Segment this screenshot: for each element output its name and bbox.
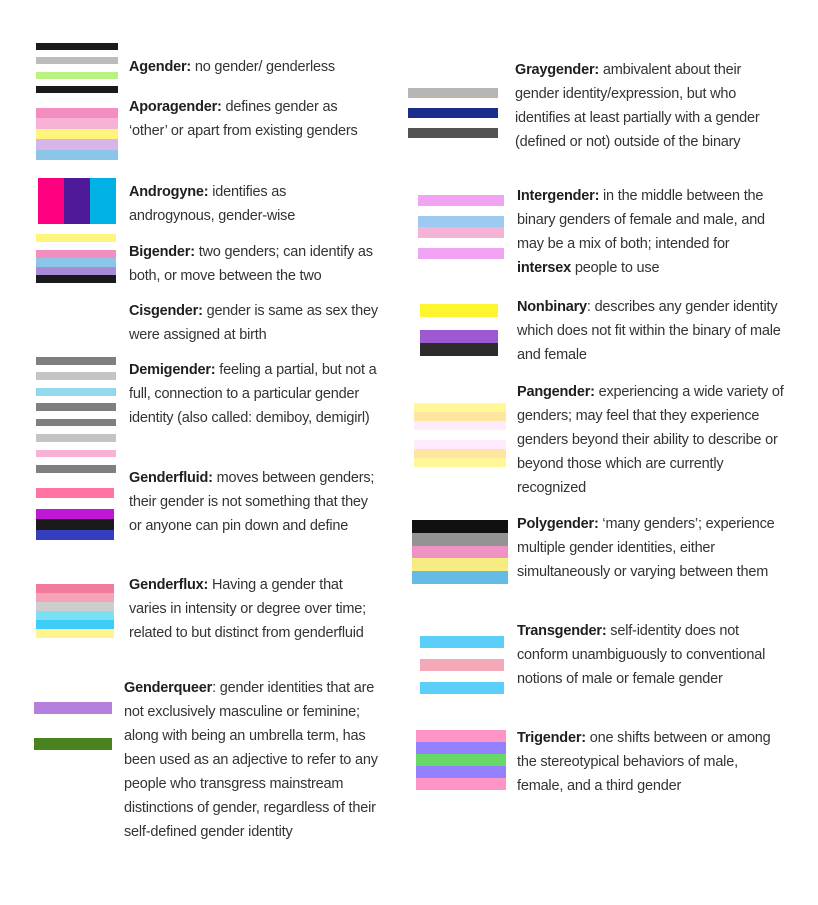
pangender-stripe-7 [414, 458, 506, 467]
demigender-stripe-9 [36, 419, 116, 427]
nonbinary-description [517, 295, 782, 367]
agender-definition: no gender/ genderless [191, 59, 335, 75]
androgyne-stripe-2 [64, 178, 90, 224]
cisgender-description [129, 299, 379, 347]
pangender-stripe-2 [414, 412, 506, 421]
aporagender-stripe-3 [36, 129, 118, 139]
transgender-stripe-2 [420, 648, 504, 660]
pangender-definition: experiencing a wide variety of genders; may feel that they experience genders beyond their ability to describe or beyond those which are currently recognized [517, 384, 784, 496]
demigender-stripe-2 [36, 365, 116, 373]
bigender-flag [36, 234, 116, 283]
bigender-stripe-2 [36, 242, 116, 250]
demigender-stripe-11 [36, 434, 116, 442]
agender-stripe-1 [36, 43, 118, 50]
agender-term: Agender: [129, 59, 192, 75]
demigender-stripe-10 [36, 426, 116, 434]
graygender-flag [408, 88, 498, 138]
graygender-stripe-2 [408, 98, 498, 108]
polygender-stripe-3 [412, 546, 508, 559]
demigender-stripe-3 [36, 372, 116, 380]
graygender-description [515, 58, 780, 154]
intergender-term: Intergender: [517, 188, 600, 204]
bigender-stripe-4 [36, 258, 116, 266]
polygender-stripe-2 [412, 533, 508, 546]
pangender-stripe-4 [414, 430, 506, 439]
transgender-definition: self-identity does not conform unambiguously to conventional notions of male or female gender [517, 623, 766, 687]
graygender-term: Graygender: [515, 62, 600, 78]
androgyne-description [129, 180, 359, 228]
trigender-stripe-1 [416, 730, 506, 742]
trigender-definition: one shifts between or among the stereotypical behaviors of male, female, and a third gender [517, 730, 771, 794]
transgender-flag [420, 636, 504, 694]
genderflux-stripe-3 [36, 602, 114, 611]
genderflux-term: Genderflux: [129, 577, 209, 593]
graygender-definition: ambivalent about their gender identity/expression, but who identifies at least partially with a gender (defined or not) outside of the binary [515, 62, 760, 150]
genderflux-stripe-1 [36, 584, 114, 593]
intergender-flag [418, 195, 504, 259]
genderqueer-definition: : gender identities that are not exclusively masculine or feminine; along with being an umbrella term, has been used as an adjective to refer to any people who transgress mainstream distinctions of gender, regardless of their self-defined gender identity [124, 680, 378, 840]
genderqueer-stripe-3 [34, 726, 112, 738]
bigender-definition: two genders; can identify as both, or move between the two [129, 244, 373, 284]
genderfluid-description [129, 466, 384, 538]
genderflux-stripe-5 [36, 620, 114, 629]
polygender-description [517, 512, 782, 584]
transgender-stripe-3 [420, 659, 504, 671]
trigender-flag [416, 730, 506, 790]
genderfluid-stripe-5 [36, 530, 114, 540]
nonbinary-stripe-2 [420, 317, 498, 330]
pangender-stripe-3 [414, 421, 506, 430]
bigender-term: Bigender: [129, 244, 195, 260]
agender-description [129, 55, 389, 79]
graygender-stripe-5 [408, 128, 498, 138]
pangender-stripe-1 [414, 403, 506, 412]
bigender-stripe-6 [36, 275, 116, 283]
aporagender-stripe-2 [36, 118, 118, 128]
agender-stripe-2 [36, 50, 118, 57]
graygender-stripe-4 [408, 118, 498, 128]
graygender-stripe-3 [408, 108, 498, 118]
transgender-term: Transgender: [517, 623, 607, 639]
transgender-stripe-5 [420, 682, 504, 694]
genderflux-description [129, 573, 379, 645]
nonbinary-definition: : describes any gender identity which does not fit within the binary of male and female [517, 299, 781, 363]
bigender-stripe-3 [36, 250, 116, 258]
pangender-term: Pangender: [517, 384, 595, 400]
transgender-stripe-1 [420, 636, 504, 648]
demigender-stripe-5 [36, 388, 116, 396]
polygender-stripe-4 [412, 558, 508, 571]
genderqueer-stripe-4 [34, 738, 112, 750]
cisgender-definition: gender is same as sex they were assigned at birth [129, 303, 378, 343]
androgyne-stripe-3 [90, 178, 116, 224]
polygender-term: Polygender: [517, 516, 599, 532]
intergender-description [517, 184, 787, 280]
pangender-stripe-6 [414, 449, 506, 458]
pangender-description [517, 380, 792, 500]
androgyne-stripe-1 [38, 178, 64, 224]
trigender-stripe-4 [416, 766, 506, 778]
polygender-flag [412, 520, 508, 584]
pangender-flag [414, 403, 506, 467]
demigender-stripe-1 [36, 357, 116, 365]
demigender-term: Demigender: [129, 362, 216, 378]
genderfluid-definition: moves between genders; their gender is not something that they or anyone can pin down and define [129, 470, 375, 534]
intersex-emphasis: intersex [517, 260, 572, 276]
agender-stripe-3 [36, 57, 118, 64]
intergender-stripe-4 [418, 227, 504, 238]
bigender-stripe-5 [36, 267, 116, 275]
genderfluid-stripe-4 [36, 519, 114, 529]
aporagender-term: Aporagender: [129, 99, 222, 115]
genderfluid-stripe-3 [36, 509, 114, 519]
bigender-description [129, 240, 389, 288]
demigender-definition: feeling a partial, but not a full, connection to a particular gender identity (also called: demiboy, demigirl) [129, 362, 377, 426]
aporagender-definition: defines gender as ‘other’ or apart from existing genders [129, 99, 358, 139]
demigender-stripe-7 [36, 403, 116, 411]
cisgender-term: Cisgender: [129, 303, 203, 319]
genderflux-flag [36, 584, 114, 638]
genderfluid-stripe-2 [36, 498, 114, 508]
pangender-stripe-5 [414, 440, 506, 449]
genderqueer-term: Genderqueer [124, 680, 213, 696]
trigender-description [517, 726, 782, 798]
demigender-stripe-15 [36, 465, 116, 473]
intergender-definition-end: people to use [571, 260, 660, 276]
genderflux-definition: Having a gender that varies in intensity or degree over time; related to but distinct from genderfluid [129, 577, 366, 641]
intergender-stripe-6 [418, 248, 504, 259]
aporagender-description [129, 95, 359, 143]
genderqueer-flag [34, 702, 112, 750]
demigender-description [129, 358, 389, 430]
genderqueer-stripe-2 [34, 714, 112, 726]
trigender-term: Trigender: [517, 730, 586, 746]
genderqueer-description [124, 676, 389, 844]
aporagender-flag [36, 108, 118, 160]
trigender-stripe-3 [416, 754, 506, 766]
nonbinary-stripe-3 [420, 330, 498, 343]
genderfluid-flag [36, 488, 114, 540]
nonbinary-term: Nonbinary [517, 299, 587, 315]
polygender-stripe-1 [412, 520, 508, 533]
aporagender-stripe-5 [36, 150, 118, 160]
demigender-stripe-14 [36, 457, 116, 465]
agender-stripe-6 [36, 79, 118, 86]
polygender-stripe-5 [412, 571, 508, 584]
agender-stripe-5 [36, 72, 118, 79]
androgyne-term: Androgyne: [129, 184, 209, 200]
transgender-stripe-4 [420, 671, 504, 683]
demigender-stripe-8 [36, 411, 116, 419]
nonbinary-flag [420, 304, 498, 356]
intergender-stripe-5 [418, 238, 504, 249]
aporagender-stripe-1 [36, 108, 118, 118]
demigender-stripe-13 [36, 450, 116, 458]
genderqueer-stripe-1 [34, 702, 112, 714]
demigender-stripe-12 [36, 442, 116, 450]
nonbinary-stripe-1 [420, 304, 498, 317]
polygender-definition: ‘many genders’; experience multiple gender identities, either simultaneously or varying between them [517, 516, 775, 580]
trigender-stripe-2 [416, 742, 506, 754]
nonbinary-stripe-4 [420, 343, 498, 356]
demigender-stripe-6 [36, 396, 116, 404]
agender-flag [36, 43, 118, 93]
genderflux-stripe-4 [36, 611, 114, 620]
graygender-stripe-1 [408, 88, 498, 98]
intergender-definition: in the middle between the binary genders of female and male, and may be a mix of both; intended for [517, 188, 765, 252]
genderflux-stripe-2 [36, 593, 114, 602]
genderfluid-stripe-1 [36, 488, 114, 498]
demigender-stripe-4 [36, 380, 116, 388]
trigender-stripe-5 [416, 778, 506, 790]
intergender-stripe-1 [418, 195, 504, 206]
aporagender-stripe-4 [36, 139, 118, 149]
transgender-description [517, 619, 782, 691]
agender-stripe-7 [36, 86, 118, 93]
genderflux-stripe-6 [36, 629, 114, 638]
androgyne-flag [38, 178, 116, 224]
androgyne-definition: identifies as androgynous, gender-wise [129, 184, 296, 224]
demigender-flag [36, 357, 116, 473]
intergender-stripe-2 [418, 206, 504, 217]
agender-stripe-4 [36, 64, 118, 71]
intergender-stripe-3 [418, 216, 504, 227]
bigender-stripe-1 [36, 234, 116, 242]
genderfluid-term: Genderfluid: [129, 470, 213, 486]
